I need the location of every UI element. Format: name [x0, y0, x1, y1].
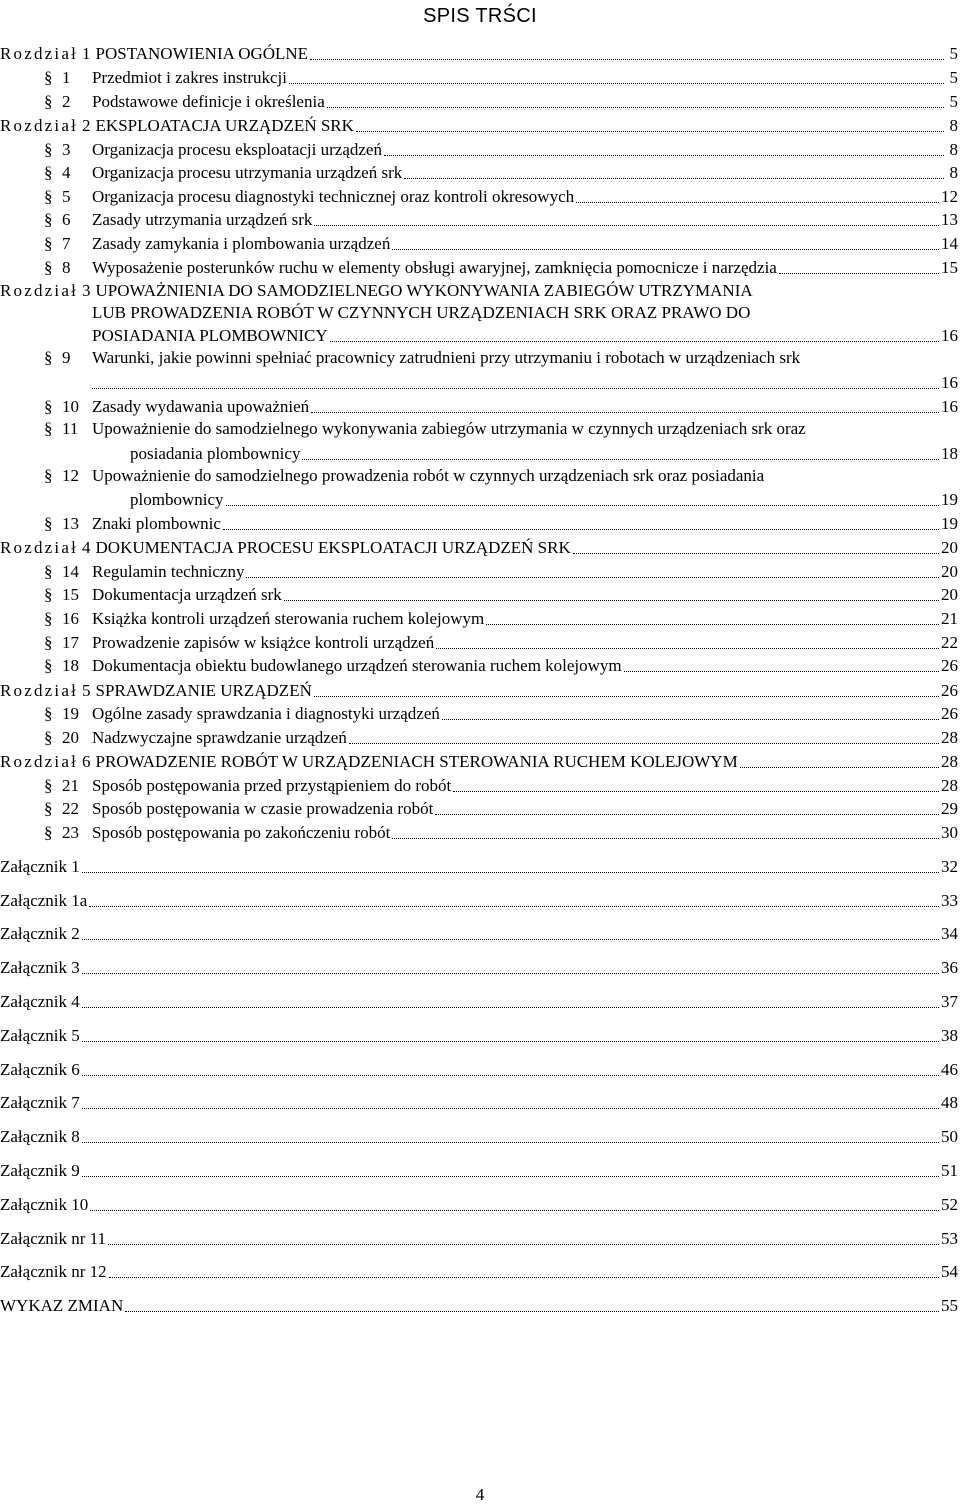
dot-leader	[82, 973, 939, 974]
page-number: 26	[941, 704, 958, 724]
section-title: Nadzwyczajne sprawdzanie urządzeń	[92, 727, 347, 747]
dot-leader	[109, 1277, 939, 1278]
toc-section-22[interactable]	[0, 796, 958, 820]
section-symbol: §	[44, 163, 53, 183]
dot-leader	[392, 249, 939, 250]
section-title: Organizacja procesu utrzymania urządzeń srk	[92, 163, 403, 183]
toc-attachment[interactable]	[0, 1181, 958, 1215]
dot-leader	[310, 59, 944, 60]
section-symbol: §	[44, 67, 53, 87]
attachment-title: Załącznik nr 12	[0, 1262, 107, 1282]
toc-attachment[interactable]	[0, 1249, 958, 1283]
dot-leader	[82, 1075, 939, 1076]
page-number: 15	[941, 257, 958, 277]
dot-leader	[486, 624, 939, 625]
dot-leader	[330, 341, 939, 342]
dot-leader	[740, 767, 939, 768]
toc-section-9[interactable]	[0, 346, 958, 393]
dot-leader	[82, 1176, 939, 1177]
chapter-title: PROWADZENIE ROBÓT W URZĄDZENIACH STEROWANIA RUCHEM KOLEJOWYM	[95, 752, 738, 772]
section-symbol: §	[44, 465, 53, 485]
page-number: 12	[941, 186, 958, 206]
toc-section-21[interactable]	[0, 772, 958, 796]
dot-leader	[302, 459, 939, 460]
dot-leader	[82, 872, 939, 873]
page-number: 8	[949, 115, 958, 135]
section-number: 5	[62, 186, 71, 206]
page-number: 46	[941, 1059, 958, 1079]
section-number: 13	[62, 513, 79, 533]
dot-leader	[82, 939, 939, 940]
chapter-number: 4	[82, 538, 91, 558]
page-number: 16	[941, 396, 958, 416]
section-title: Sposób postępowania w czasie prowadzenia robót	[92, 799, 434, 819]
section-symbol: §	[44, 561, 53, 581]
attachment-title: Załącznik 7	[0, 1093, 80, 1113]
attachment-title: WYKAZ ZMIAN	[0, 1296, 124, 1316]
toc-attachment[interactable]	[0, 1282, 958, 1316]
section-number: 21	[62, 775, 79, 795]
toc-section-6[interactable]	[0, 207, 958, 231]
page-number: 30	[941, 823, 958, 843]
page-number: 22	[941, 632, 958, 652]
page-number: 32	[941, 856, 958, 876]
dot-leader	[314, 225, 939, 226]
page-number: 20	[941, 585, 958, 605]
chapter-title: EKSPLOATACJA URZĄDZEŃ SRK	[95, 115, 354, 135]
section-title: Wyposażenie posterunków ruchu w elementy obsługi awaryjnej, zamknięcia pomocnicze i narzędzia	[92, 257, 777, 277]
toc-section-19[interactable]	[0, 701, 958, 725]
chapter-title: DOKUMENTACJA PROCESU EKSPLOATACJI URZĄDZEŃ SRK	[95, 538, 571, 558]
toc-chapter-1[interactable]	[0, 40, 958, 64]
section-number: 6	[62, 210, 71, 230]
toc-attachment[interactable]	[0, 1113, 958, 1147]
page-number: 13	[941, 210, 958, 230]
toc-attachments	[0, 843, 958, 1316]
toc-section-10[interactable]	[0, 393, 958, 417]
page-number: 19	[941, 490, 958, 510]
chapter-number: 3	[82, 280, 91, 300]
dot-leader	[289, 83, 944, 84]
toc-attachment[interactable]	[0, 877, 958, 911]
dot-leader	[327, 107, 944, 108]
section-number: 7	[62, 233, 71, 253]
section-title: Zasady utrzymania urządzeń srk	[92, 210, 313, 230]
toc-attachment[interactable]	[0, 911, 958, 945]
section-title: Dokumentacja obiektu budowlanego urządzeń sterowania ruchem kolejowym	[92, 656, 622, 676]
toc-attachment[interactable]	[0, 1012, 958, 1046]
section-number: 19	[62, 704, 79, 724]
section-title: Zasady wydawania upoważnień	[92, 396, 310, 416]
attachment-title: Załącznik 1a	[0, 890, 88, 910]
page-number: 28	[941, 752, 958, 772]
attachment-title: Załącznik nr 11	[0, 1228, 107, 1248]
section-symbol: §	[44, 91, 53, 111]
section-symbol: §	[44, 139, 53, 159]
page-number: 20	[941, 561, 958, 581]
page-number: 38	[941, 1025, 958, 1045]
dot-leader	[624, 671, 939, 672]
section-title: Książka kontroli urządzeń sterowania ruchem kolejowym	[92, 609, 485, 629]
section-title: Sposób postępowania przed przystąpieniem do robót	[92, 775, 452, 795]
section-number: 20	[62, 727, 79, 747]
section-number: 17	[62, 632, 79, 652]
section-symbol: §	[44, 799, 53, 819]
chapter-title-line-2: LUB PROWADZENIA ROBÓT W CZYNNYCH URZĄDZENIACH SRK ORAZ PRAWO DO	[92, 302, 751, 322]
section-symbol: §	[44, 233, 53, 253]
chapter-title: SPRAWDZANIE URZĄDZEŃ	[95, 680, 312, 700]
section-symbol: §	[44, 418, 53, 438]
dot-leader	[442, 719, 939, 720]
dot-leader	[453, 791, 939, 792]
toc-section-2[interactable]	[0, 88, 958, 112]
page-number: 26	[941, 680, 958, 700]
attachment-title: Załącznik 2	[0, 924, 80, 944]
chapter-number: 1	[82, 44, 91, 64]
toc-chapter-5[interactable]	[0, 676, 958, 700]
page-number: 5	[949, 44, 958, 64]
section-symbol: §	[44, 775, 53, 795]
section-symbol: §	[44, 210, 53, 230]
attachment-title: Załącznik 10	[0, 1194, 89, 1214]
page-number: 16	[941, 326, 958, 346]
toc-section-16[interactable]	[0, 605, 958, 629]
table-of-contents	[0, 40, 958, 1316]
chapter-label: Rozdział	[0, 680, 79, 700]
dot-leader	[392, 838, 939, 839]
section-title: Regulamin techniczny	[92, 561, 245, 581]
section-title: Sposób postępowania po zakończeniu robót	[92, 823, 391, 843]
section-title-line-1: Warunki, jakie powinni spełniać pracownicy zatrudnieni przy utrzymaniu i robotach w urządzeniach srk	[92, 348, 801, 368]
section-number: 18	[62, 656, 79, 676]
toc-section-5[interactable]	[0, 183, 958, 207]
toc-section-8[interactable]	[0, 254, 958, 278]
section-symbol: §	[44, 656, 53, 676]
section-title: Zasady zamykania i plombowania urządzeń	[92, 233, 391, 253]
section-symbol: §	[44, 186, 53, 206]
attachment-title: Załącznik 6	[0, 1059, 80, 1079]
page-number: 8	[949, 139, 958, 159]
toc-section-13[interactable]	[0, 510, 958, 534]
toc-attachment[interactable]	[0, 1215, 958, 1249]
section-symbol: §	[44, 348, 53, 368]
page-number: 52	[941, 1194, 958, 1214]
dot-leader	[108, 1244, 939, 1245]
toc-section-4[interactable]	[0, 160, 958, 184]
dot-leader	[223, 529, 939, 530]
toc-attachment[interactable]	[0, 1147, 958, 1181]
dot-leader	[404, 178, 944, 179]
dot-leader	[246, 577, 939, 578]
page-number: 29	[941, 799, 958, 819]
dot-leader	[284, 600, 939, 601]
dot-leader	[573, 553, 939, 554]
toc-section-3[interactable]	[0, 136, 958, 160]
chapter-title: POSTANOWIENIA OGÓLNE	[95, 44, 309, 64]
toc-section-14[interactable]	[0, 558, 958, 582]
dot-leader	[82, 1108, 939, 1109]
page-number: 54	[941, 1262, 958, 1282]
section-title: Prowadzenie zapisów w książce kontroli urządzeń	[92, 632, 435, 652]
section-title-line-1: Upoważnienie do samodzielnego prowadzenia robót w czynnych urządzeniach srk oraz posiadania	[92, 465, 765, 485]
section-symbol: §	[44, 609, 53, 629]
chapter-label: Rozdział	[0, 115, 79, 135]
dot-leader	[90, 1210, 939, 1211]
page-number: 19	[941, 513, 958, 533]
toc-attachment[interactable]	[0, 843, 958, 877]
toc-section-7[interactable]	[0, 230, 958, 254]
page-number: 53	[941, 1228, 958, 1248]
toc-section-12[interactable]	[0, 464, 958, 511]
section-number: 23	[62, 823, 79, 843]
section-title: Organizacja procesu diagnostyki technicznej oraz kontroli okresowych	[92, 186, 575, 206]
attachment-title: Załącznik 4	[0, 992, 80, 1011]
section-number: 15	[62, 585, 79, 605]
section-number: 1	[62, 67, 71, 87]
section-number: 12	[62, 465, 79, 485]
section-symbol: §	[44, 727, 53, 747]
page-title: SPIS TRŚCI	[423, 5, 537, 27]
chapter-title-line-3: POSIADANIA PLOMBOWNICY	[92, 326, 328, 346]
page-number-footer: 4	[475, 1485, 485, 1504]
toc-chapter-2[interactable]	[0, 112, 958, 136]
section-number: 16	[62, 609, 79, 629]
attachment-title: Załącznik 9	[0, 1160, 80, 1180]
dot-leader	[356, 131, 944, 132]
section-symbol: §	[44, 396, 53, 416]
section-number: 4	[62, 163, 71, 183]
section-number: 9	[62, 348, 71, 368]
toc-section-11[interactable]	[0, 417, 958, 464]
dot-leader	[89, 906, 939, 907]
toc-section-20[interactable]	[0, 724, 958, 748]
page-number: 16	[941, 373, 958, 393]
dot-leader	[314, 696, 939, 697]
section-symbol: §	[44, 585, 53, 605]
attachment-title: Załącznik 8	[0, 1127, 80, 1147]
toc-section-17[interactable]	[0, 629, 958, 653]
page-number: 36	[941, 958, 958, 978]
attachment-title: Załącznik 5	[0, 1025, 80, 1045]
page-number: 37	[941, 992, 958, 1011]
toc-attachment[interactable]	[0, 944, 958, 978]
chapter-label: Rozdział	[0, 752, 79, 772]
section-number: 10	[62, 396, 79, 416]
toc-attachment[interactable]	[0, 1080, 958, 1114]
page-number: 8	[949, 163, 958, 183]
attachment-title: Załącznik 1	[0, 856, 80, 876]
section-number: 2	[62, 91, 71, 111]
section-title: Podstawowe definicje i określenia	[92, 91, 325, 111]
toc-block-2	[0, 534, 958, 843]
page-number: 51	[941, 1160, 958, 1180]
chapter-label: Rozdział	[0, 538, 79, 558]
section-symbol: §	[44, 632, 53, 652]
chapter-number: 5	[82, 680, 91, 700]
chapter-number: 2	[82, 115, 91, 135]
dot-leader	[311, 412, 939, 413]
section-number: 22	[62, 799, 79, 819]
dot-leader	[226, 505, 940, 506]
page-number: 48	[941, 1093, 958, 1113]
toc-chapter-4[interactable]	[0, 534, 958, 558]
section-title-line-1: Upoważnienie do samodzielnego wykonywania zabiegów utrzymania w czynnych urządzeniach srk oraz	[92, 418, 806, 438]
dot-leader	[384, 155, 944, 156]
chapter-number: 6	[82, 752, 91, 772]
dot-leader	[82, 1041, 939, 1042]
dot-leader	[82, 1007, 939, 1008]
chapter-label: Rozdział	[0, 44, 79, 64]
section-symbol: §	[44, 513, 53, 533]
section-title: Organizacja procesu eksploatacji urządzeń	[92, 139, 382, 159]
toc-section-18[interactable]	[0, 653, 958, 677]
dot-leader	[125, 1311, 939, 1312]
page-number: 20	[941, 538, 958, 558]
dot-leader	[576, 202, 939, 203]
dot-leader	[82, 1142, 939, 1143]
dot-leader	[92, 388, 939, 389]
page-number: 18	[941, 443, 958, 463]
toc-attachment[interactable]	[0, 1046, 958, 1080]
section-number: 11	[62, 418, 79, 438]
page-number: 50	[941, 1127, 958, 1147]
section-number: 3	[62, 139, 71, 159]
toc-section-23[interactable]	[0, 819, 958, 843]
dot-leader	[349, 743, 939, 744]
section-title-line-2: plombownicy	[130, 490, 224, 510]
toc-section-1[interactable]	[0, 64, 958, 88]
section-title: Znaki plombownic	[92, 513, 221, 533]
page-number: 14	[941, 233, 958, 253]
toc-block-1	[0, 40, 958, 278]
page-number: 28	[941, 775, 958, 795]
dot-leader	[779, 273, 939, 274]
page-number: 5	[949, 91, 958, 111]
page-number: 21	[941, 609, 958, 629]
toc-section-15[interactable]	[0, 582, 958, 606]
dot-leader	[435, 814, 939, 815]
section-symbol: §	[44, 257, 53, 277]
section-title: Dokumentacja urządzeń srk	[92, 585, 282, 605]
toc-chapter-6[interactable]	[0, 748, 958, 772]
section-title: Przedmiot i zakres instrukcji	[92, 67, 287, 87]
toc-chapter-3[interactable]	[0, 280, 958, 347]
section-title: Ogólne zasady sprawdzania i diagnostyki urządzeń	[92, 704, 440, 724]
section-symbol: §	[44, 823, 53, 843]
toc-attachment[interactable]	[0, 978, 958, 1012]
section-title-line-2: posiadania plombownicy	[130, 443, 301, 463]
chapter-title-line-1: UPOWAŻNIENIA DO SAMODZIELNEGO WYKONYWANIA ZABIEGÓW UTRZYMANIA	[95, 280, 753, 300]
attachment-title: Załącznik 3	[0, 958, 80, 978]
page-number: 55	[941, 1296, 958, 1316]
page-number: 28	[941, 727, 958, 747]
chapter-label: Rozdział	[0, 280, 79, 300]
page-number: 34	[941, 924, 958, 944]
section-number: 14	[62, 561, 79, 581]
page-number: 26	[941, 656, 958, 676]
section-number: 8	[62, 257, 71, 277]
page-number: 5	[949, 67, 958, 87]
page-number: 33	[941, 890, 958, 910]
dot-leader	[436, 648, 939, 649]
section-symbol: §	[44, 704, 53, 724]
